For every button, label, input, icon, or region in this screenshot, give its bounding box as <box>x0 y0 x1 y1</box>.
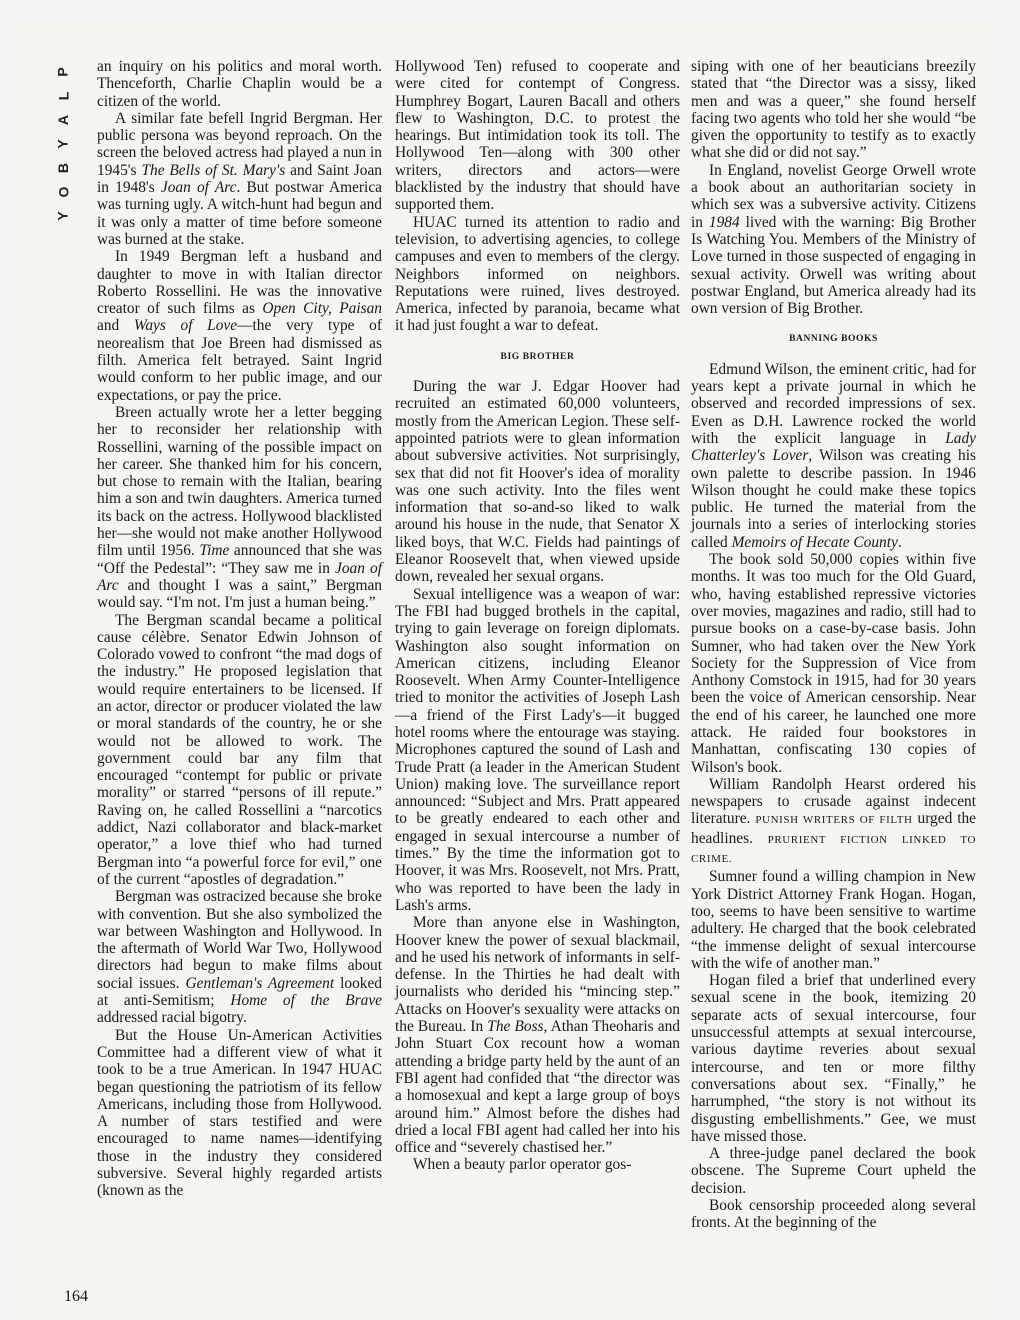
section-heading-big-brother: BIG BROTHER <box>500 351 575 362</box>
paragraph: Sexual intelligence was a weapon of war: The FBI had bugged brothels in the capital, trying to gain leverage on foreign diplomats. Washington also sought information on American citizens, including Eleanor Roosevelt. When Army Counter-Intelligence tried to monitor the activities of Joseph Lash—a friend of the First Lady's—it bugged hotel rooms where the entourage was staying. Microphones captured the sound of Lash and Trude Pratt (a leader in the American Student Union) making love. The surveillance report announced: “Subject and Mrs. Pratt appeared to be greatly endeared to each other and engaged in sexual intercourse a number of times.” By the time the information got to Hoover, it was Mrs. Roosevelt, not Mrs. Pratt, who was reported to have been the lady in Lash's arms. <box>395 585 680 914</box>
paragraph: Book censorship proceeded along several fronts. At the beginning of the <box>691 1197 976 1232</box>
paragraph: During the war J. Edgar Hoover had recruited an estimated 60,000 volunteers, mostly from the American Legion. These self-appointed patriots were to glean information about subversive activities. Not surprisingly, sex that did not fit Hoover's idea of morality was one such activity. Into the files went information that so-and-so liked to walk around his house in the nude, that Senator X liked boys, that W.C. Fields had paintings of Eleanor Roosevelt that, when viewed upside down, revealed her sexual organs. <box>395 378 680 586</box>
paragraph: A similar fate befell Ingrid Bergman. Her public persona was beyond reproach. On the screen the beloved actress had played a nun in 1945's The Bells of St. Mary's and Saint Joan in 1948's Joan of Arc. But postwar America was turning ugly. A witch-hunt had begun and it was only a matter of time before someone was burned at the stake. <box>97 109 382 248</box>
masthead-letter: A <box>55 114 71 126</box>
paragraph: Hogan filed a brief that underlined every sexual scene in the book, itemizing 20 separate acts of sexual intercourse, four unsuccessful attempts at sexual intercourse, various daytime reveries about sexual intercourse, and ten or more filthy conversations about sex. “Finally,” he harrumphed, “the story is not without its disgusting embellishments.” Gee, we must have missed those. <box>691 972 976 1145</box>
magazine-page <box>22 22 998 1320</box>
paragraph: The book sold 50,000 copies within five months. It was too much for the Old Guard, who, having established repressive victories over movies, magazines and radio, still had to pursue books on a case-by-case basis. John Sumner, who had taken over the New York Society for the Suppression of Vice from Anthony Comstock in 1915, had for 30 years been the voice of American censorship. Near the end of his career, he launched one more attack. He raided four bookstores in Manhattan, confiscating 130 copies of Wilson's book. <box>691 551 976 776</box>
paragraph: But the House Un-American Activities Committee had a different view of what it took to be a true American. In 1947 HUAC began questioning the patriotism of its fellow Americans, including those from Hollywood. A number of stars testified and were encouraged to name names—identifying those in the industry they considered subversive. Several highly regarded artists (known as the <box>97 1026 382 1200</box>
paragraph: Edmund Wilson, the eminent critic, had for years kept a private journal in which he observed and recorded impressions of sex. Even as D.H. Lawrence rocked the world with the explicit language in Lady Chatterley's Lover, Wilson was creating his own palette to describe passion. In 1946 Wilson thought he could make these topics public. He turned the material from the journals into a series of interlocking stories called Memoirs of Hecate County. <box>691 360 976 551</box>
page-number: 164 <box>64 1288 88 1305</box>
text-column-1 <box>97 58 382 1200</box>
paragraph: In England, novelist George Orwell wrote a book about an authoritarian society in which sex was a subversive activity. Citizens in 1984 lived with the warning: Big Brother Is Watching You. Members of the Ministry of Love turned in those suspected of engaging in sexual activity. Orwell was writing about postwar England, but America already had its own version of Big Brother. <box>691 161 977 318</box>
paragraph: HUAC turned its attention to radio and television, to advertising agencies, to college campuses and even to members of the clergy. Neighbors informed on neighbors. Reputations were ruined, lives destroyed. America, infected by paranoia, became what it had just fought a war to defeat. <box>395 213 680 335</box>
masthead-letter: P <box>55 67 71 77</box>
paragraph: When a beauty parlor operator gos- <box>413 1156 632 1174</box>
paragraph: siping with one of her beauticians breezily stated that “the Director was a sissy, liked men and was a queer,” she found herself facing two agents who told her she would “be given the opportunity to testify as to exactly what she did or did not say.” <box>691 58 976 162</box>
masthead-playboy <box>50 60 76 228</box>
paragraph: The Bergman scandal became a political cause célèbre. Senator Edwin Johnson of Colorado vowed to confront “the mad dogs of the industry.” He proposed legislation that would require entertainers to be licensed. If an actor, director or producer violated the law or moral standards of the country, he or she would not be allowed to work. The government could bar any film that encouraged “contempt for public or private morality” or starred “persons of ill repute.” Raving on, he called Rossellini a “narcotics addict, Nazi collaborator and black-market operator,” a love thief who had turned Bergman into “a powerful force for evil,” one of the current “apostles of degradation.” <box>97 611 382 888</box>
paragraph: In 1949 Bergman left a husband and daughter to move in with Italian director Roberto Rossellini. He was the innovative creator of such films as Open City, Paisan and Ways of Love—the very type of neorealism that Joe Breen had dismissed as filth. America felt betrayed. Saint Ingrid would conform to her public image, and our expectations, or pay the price. <box>97 248 382 404</box>
paragraph: Sumner found a willing champion in New York District Attorney Frank Hogan. Hogan, too, seems to have been sensitive to wartime adultery. He charged that the book celebrated “the immense delight of sexual intercourse with the wife of another man.” <box>691 868 976 972</box>
masthead-letter: Y <box>55 139 71 149</box>
text-column-3 <box>691 58 976 1232</box>
paragraph: William Randolph Hearst ordered his newspapers to crusade against indecent literature. PUNISH WRITERS OF FILTH urged the headlines. PRURIENT FICTION LINKED TO CRIME. <box>691 775 976 866</box>
paragraph: an inquiry on his politics and moral worth. Thenceforth, Charlie Chaplin would be a citizen of the world. <box>97 58 382 110</box>
text-column-2 <box>395 58 680 1174</box>
masthead-letter: B <box>55 162 71 174</box>
paragraph: A three-judge panel declared the book obscene. The Supreme Court upheld the decision. <box>691 1145 976 1197</box>
paragraph: Breen actually wrote her a letter begging her to reconsider her relationship with Rossellini, warning of the possible impact on her career. She thanked him for his concern, but chose to remain with the Italian, bearing him a son and twin daughters. America turned its back on the actress. Hollywood blacklisted her—she would not make another Hollywood film until 1956. Time announced that she was “Off the Pedestal”: “They saw me in Joan of Arc and thought I was a saint,” Bergman would say. “I'm not. I'm just a human being.” <box>97 403 382 612</box>
paragraph: Bergman was ostracized because she broke with convention. But she also symbolized the war between Washington and Hollywood. In the aftermath of World War Two, Hollywood directors had begun to make films about social issues. Gentleman's Agreement looked at anti-Semitism; Home of the Brave addressed racial bigotry. <box>97 888 382 1027</box>
masthead-letter: L <box>55 91 71 101</box>
section-heading-banning-books: BANNING BOOKS <box>789 334 878 345</box>
paragraph: More than anyone else in Washington, Hoover knew the power of sexual blackmail, and he used his network of informants in self-defense. In the Thirties he had dealt with journalists who derided his “mincing step.” Attacks on Hoover's sexuality were attacks on the Bureau. In The Boss, Athan Theoharis and John Stuart Cox recount how a woman attending a bridge party held by the aunt of an FBI agent had confided that “the director was a homosexual and kept a large group of boys around him.” Almost before the dishes had dried a local FBI agent had called her into his office and “severely chastised her.” <box>395 914 680 1157</box>
paragraph: Hollywood Ten) refused to cooperate and were cited for contempt of Congress. Humphrey Bogart, Lauren Bacall and others flew to Washington, D.C. to protest the hearings. But intimidation took its toll. The Hollywood Ten—along with 300 other writers, directors and actors—were blacklisted by the industry that should have supported them. <box>395 58 680 214</box>
masthead-letter: Y <box>55 211 71 221</box>
masthead-letter: O <box>54 186 71 198</box>
